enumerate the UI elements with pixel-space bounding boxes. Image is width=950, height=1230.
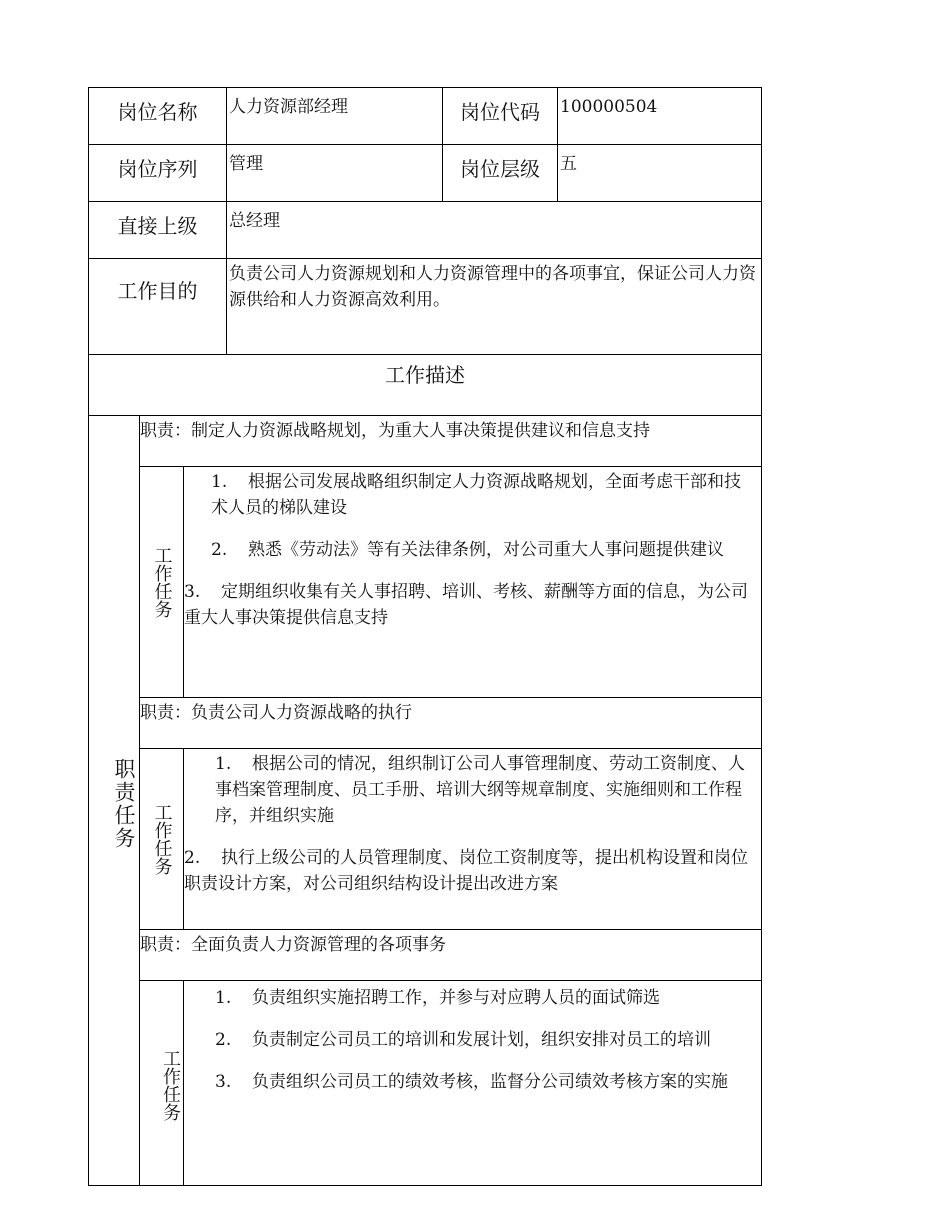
task-item: 3. 负责组织公司员工的绩效考核，监督分公司绩效考核方案的实施 xyxy=(215,1072,728,1092)
sequence-label: 岗位序列 xyxy=(89,145,227,202)
task-item: 2. 熟悉《劳动法》等有关法律条例，对公司重大人事问题提供建议 xyxy=(211,540,724,560)
position-code-value: 100000504 xyxy=(558,88,762,145)
task-list xyxy=(184,981,762,1186)
task-row-2 xyxy=(89,749,762,930)
row-description-title xyxy=(89,355,762,416)
task-item: 3. 定期组织收集有关人事招聘、培训、考核、薪酬等方面的信息，为公司重大人事决策提供信息支持 xyxy=(184,582,748,628)
task-item: 1. 根据公司的情况，组织制订公司人事管理制度、劳动工资制度、人事档案管理制度、员工手册、培训大纲等规章制度、实施细则和工作程序，并组织实施 xyxy=(215,754,745,826)
row-supervisor xyxy=(89,202,762,259)
level-label: 岗位层级 xyxy=(443,145,558,202)
job-description-document xyxy=(88,87,761,1186)
row-sequence xyxy=(89,145,762,202)
task-item: 1. 根据公司发展战略组织制定人力资源战略规划，全面考虑干部和技术人员的梯队建设 xyxy=(211,472,741,518)
supervisor-label: 直接上级 xyxy=(89,202,227,259)
duty-row-2 xyxy=(89,698,762,749)
job-description-table xyxy=(88,87,762,1186)
task-item: 2. 执行上级公司的人员管理制度、岗位工资制度等，提出机构设置和岗位职责设计方案，对公司组织结构设计提出改进方案 xyxy=(184,848,748,894)
position-name-value: 人力资源部经理 xyxy=(227,88,443,145)
sequence-value: 管理 xyxy=(227,145,443,202)
task-list xyxy=(184,467,762,698)
duty-title: 职责：制定人力资源战略规划，为重大人事决策提供建议和信息支持 xyxy=(140,416,762,467)
duty-row-1 xyxy=(89,416,762,467)
duty-row-3 xyxy=(89,930,762,981)
task-item: 1. 负责组织实施招聘工作，并参与对应聘人员的面试筛选 xyxy=(215,988,660,1008)
task-vertical-label: 工作任务 xyxy=(140,749,184,930)
task-row-1 xyxy=(89,467,762,698)
position-code-label: 岗位代码 xyxy=(443,88,558,145)
purpose-value: 负责公司人力资源规划和人力资源管理中的各项事宜，保证公司人力资源供给和人力资源高效利用。 xyxy=(227,259,762,355)
duties-vertical-label: 职责任务 xyxy=(89,416,140,1186)
purpose-label: 工作目的 xyxy=(89,259,227,355)
task-vertical-label: 工作任务 xyxy=(140,467,184,698)
description-title: 工作描述 xyxy=(89,355,762,416)
task-vertical-label: 工作任务 xyxy=(140,981,184,1186)
row-position-name xyxy=(89,88,762,145)
row-purpose xyxy=(89,259,762,355)
duty-title: 职责：负责公司人力资源战略的执行 xyxy=(140,698,762,749)
level-value: 五 xyxy=(558,145,762,202)
position-name-label: 岗位名称 xyxy=(89,88,227,145)
duty-title: 职责：全面负责人力资源管理的各项事务 xyxy=(140,930,762,981)
task-item: 2. 负责制定公司员工的培训和发展计划，组织安排对员工的培训 xyxy=(215,1030,711,1050)
task-row-3 xyxy=(89,981,762,1186)
task-list xyxy=(184,749,762,930)
supervisor-value: 总经理 xyxy=(227,202,762,259)
